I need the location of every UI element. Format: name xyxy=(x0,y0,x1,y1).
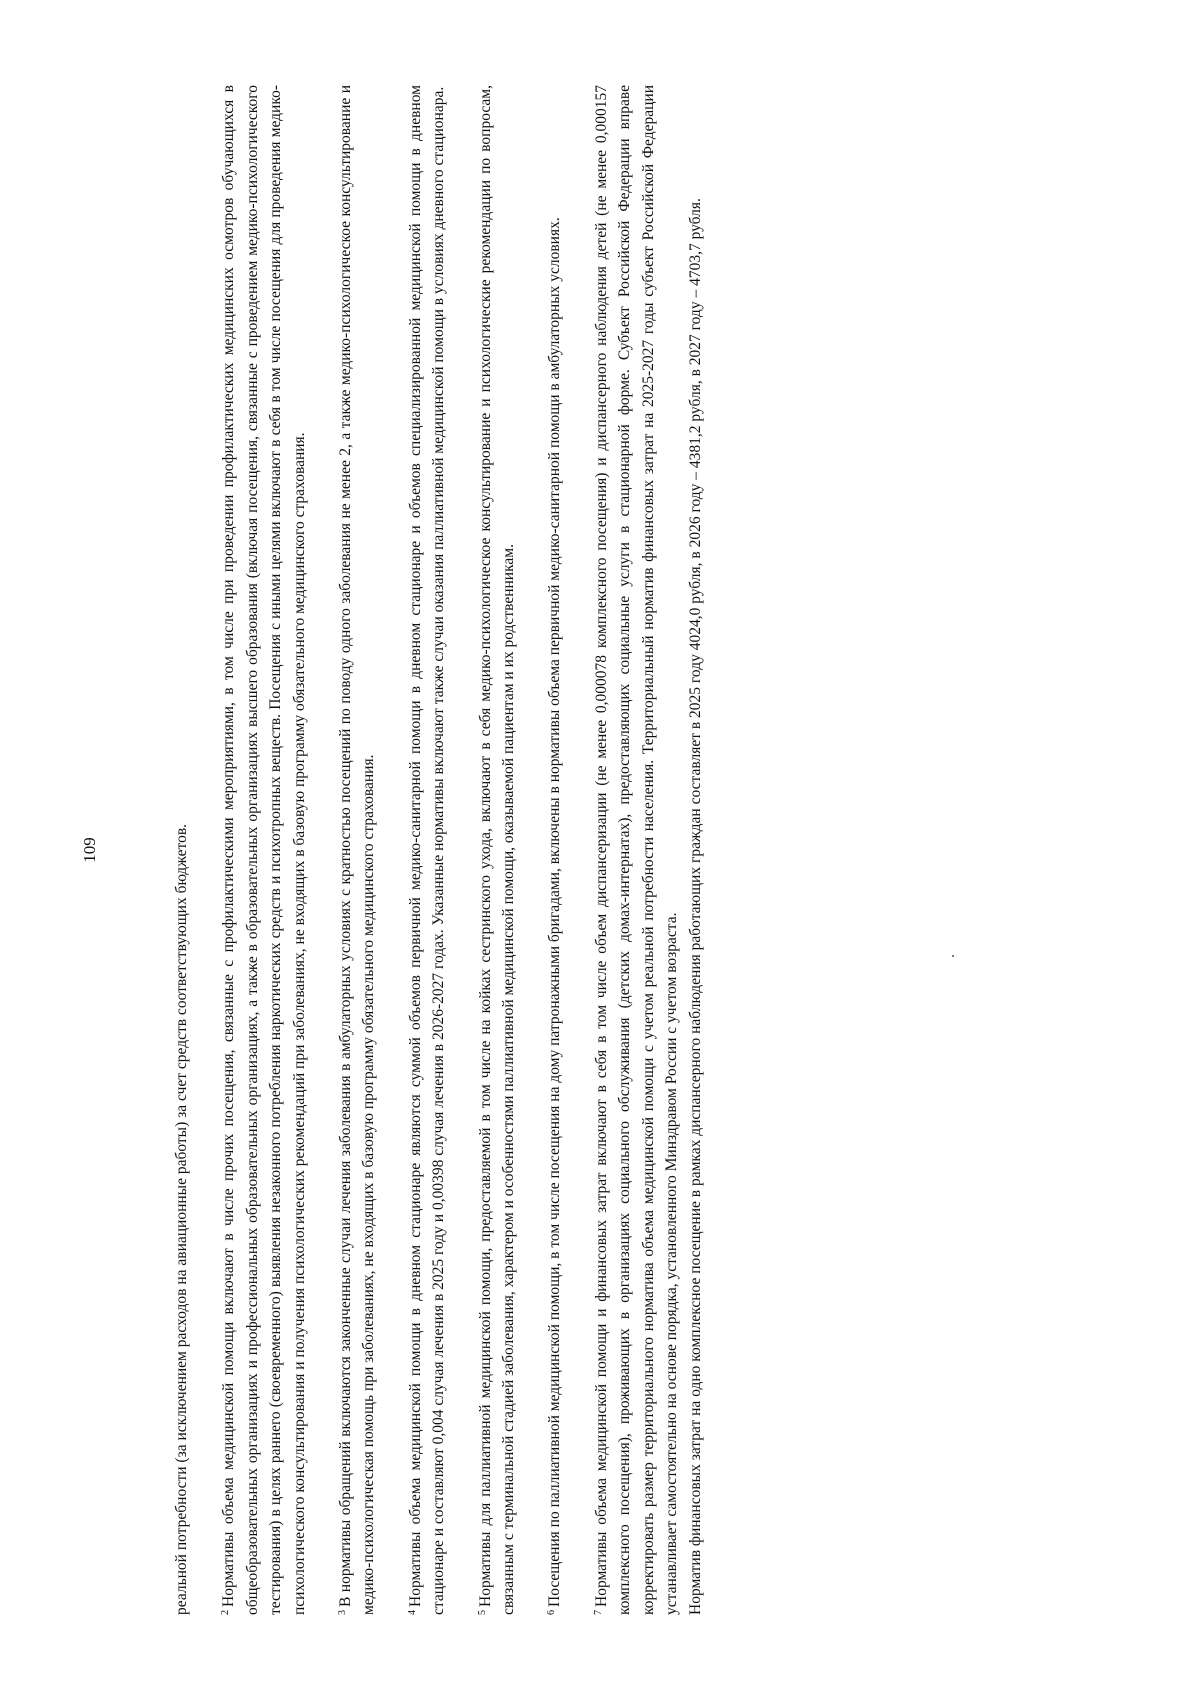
footnote-mark: 5 xyxy=(476,1610,488,1615)
footnote-text-continuation: Норматив финансовых затрат на одно комплексное посещение в рамках диспансерного наблюдения работающих граждан составляет в 2025 году 4024,0 рубля, в 2026 году – 4381,2 рубля, в 2027 году – 4703,7 рубля. xyxy=(686,198,704,1615)
footnote-mark: 6 xyxy=(546,1610,558,1615)
footnote-3 xyxy=(334,85,381,1615)
footnote-6 xyxy=(543,85,566,1615)
footnote-mark: 2 xyxy=(220,1610,232,1615)
footnote-4 xyxy=(404,85,451,1615)
footnote-2 xyxy=(217,85,311,1615)
footnote-5 xyxy=(474,85,521,1615)
footnote-mark: 7 xyxy=(592,1610,604,1615)
continuation-paragraph: реальной потребности (за исключением расходов на авиационные работы) за счет средств соответствующих бюджетов. xyxy=(173,823,190,1615)
footnote-text: Нормативы объема медицинской помощи в дневном стационаре являются суммой объемов первичной медико-санитарной помощи в дневном стационаре и объемов специализированной медицинской помощи в дневном стационаре и составляют 0,004 случая лечения в 2025 году и 0,00398 случая лечения в 2026-2027 годах. Указанные нормативы включают также случаи оказания паллиативной медицинской помощи в условиях дневного стационара. xyxy=(406,85,448,1615)
footnote-mark: 4 xyxy=(406,1610,418,1615)
rotated-document-page xyxy=(80,85,1040,1615)
document-body xyxy=(170,85,707,1615)
footnote-mark: 3 xyxy=(337,1610,349,1615)
footnote-7 xyxy=(590,85,707,1615)
footnote-text: Нормативы объема медицинской помощи включают в числе прочих посещения, связанные с профилактическими мероприятиями, в том числе при проведении профилактических медицинских осмотров обучающихся в общеобразовательных организациях и профессиональных образовательных организациях, а также в образовательных организациях высшего образования (включая посещения, связанные с проведением медико-психологического тестирования) в целях раннего (своевременного) выявления незаконного потребления наркотических средств и психотропных веществ. Посещения с иными целями включают в себя в том числе посещения для проведения медико-психологического консультирования и получения психологических рекомендаций при заболеваниях, не входящих в базовую программу обязательного медицинского страхования. xyxy=(220,85,308,1615)
footnote-text: Нормативы для паллиативной медицинской помощи, предоставляемой в том числе на койках сестринского ухода, включают в себя медико-психологическое консультирование и психологические рекомендации по вопросам, связанным с терминальной стадией заболевания, характером и особенностями паллиативной медицинской помощи, оказываемой пациентам и их родственникам. xyxy=(476,85,518,1615)
footnote-text: Нормативы объема медицинской помощи и финансовых затрат включают в себя в том числе объем диспансеризации (не менее 0,000078 комплексного посещения) и диспансерного наблюдения детей (не менее 0,000157 комплексного посещения), проживающих в организациях социального обслуживания (детских домах-интернатах), предоставляющих социальные услуги в стационарной форме. Субъект Российской Федерации вправе корректировать размер территориального норматива объема медицинской помощи с учетом реальной потребности населения. Территориальный норматив финансовых затрат на 2025-2027 годы субъект Российской Федерации устанавливает самостоятельно на основе порядка, установленного Минздравом России с учетом возраста. xyxy=(592,85,681,1615)
page-number: 109 xyxy=(80,837,99,863)
footnote-text: Посещения по паллиативной медицинской помощи, в том числе посещения на дому патронажными бригадами, включены в нормативы объема первичной медико-санитарной помощи в амбулаторных условиях. xyxy=(546,217,564,1607)
scan-speck xyxy=(952,955,954,957)
footnote-text: В нормативы обращений включаются законченные случаи лечения заболевания в амбулаторных условиях с кратностью посещений по поводу одного заболевания не менее 2, а также медико-психологическое консультирование и медико-психологическая помощь при заболеваниях, не входящих в базовую программу обязательного медицинского страхования. xyxy=(337,85,378,1615)
